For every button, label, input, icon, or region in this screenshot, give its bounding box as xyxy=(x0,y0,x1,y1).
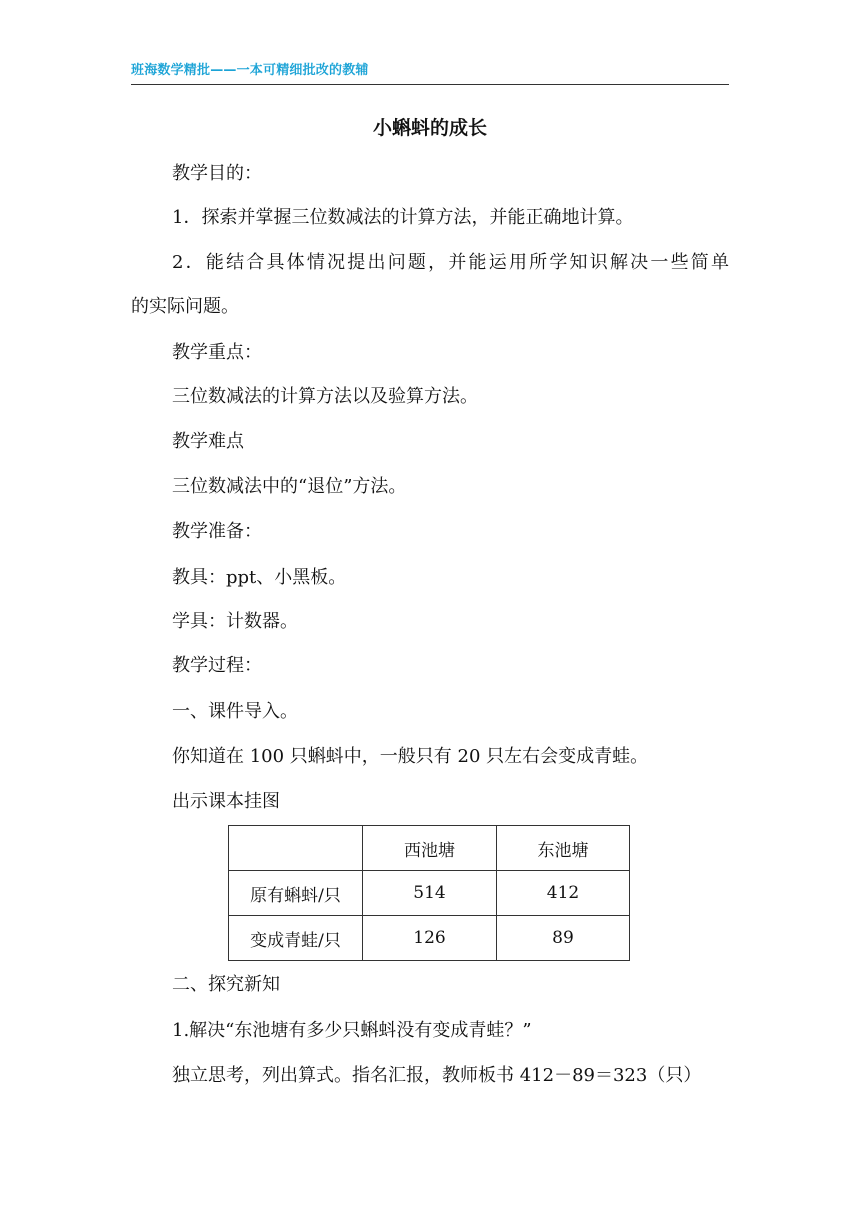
paragraph-line: 的实际问题。 xyxy=(131,296,239,317)
paragraph-line: 2．能结合具体情况提出问题，并能运用所学知识解决一些简单 xyxy=(172,252,729,273)
table-cell: 原有蝌蚪/只 xyxy=(229,871,363,916)
paragraph-line: 1．探索并掌握三位数减法的计算方法，并能正确地计算。 xyxy=(172,207,634,228)
table-cell: 126 xyxy=(363,916,497,961)
paragraph-line: 二、探究新知 xyxy=(172,974,280,995)
paragraph-line: 教学重点： xyxy=(172,342,262,363)
paragraph-line: 教学难点 xyxy=(172,431,244,452)
table-header-row xyxy=(229,826,630,871)
paragraph-line: 教学目的： xyxy=(172,163,262,184)
paragraph-line: 三位数减法的计算方法以及验算方法。 xyxy=(172,386,478,407)
table-row xyxy=(229,871,630,916)
table-header-cell: 东池塘 xyxy=(497,826,630,871)
paragraph-line: 一、课件导入。 xyxy=(172,701,298,722)
paragraph-line: 三位数减法中的“退位”方法。 xyxy=(172,476,407,497)
table-header-cell: 西池塘 xyxy=(363,826,497,871)
paragraph-line: 独立思考，列出算式。指名汇报，教师板书 412－89＝323（只） xyxy=(172,1065,702,1086)
table-header-cell xyxy=(229,826,363,871)
table-cell: 514 xyxy=(363,871,497,916)
table-cell: 412 xyxy=(497,871,630,916)
paragraph-line: 教学准备： xyxy=(172,521,262,542)
header-text: 班海数学精批——一本可精细批改的教辅 xyxy=(131,63,369,78)
document-title: 小蝌蚪的成长 xyxy=(372,117,487,139)
paragraph-line: 出示课本挂图 xyxy=(172,791,280,812)
tadpole-table xyxy=(228,825,630,961)
table-cell: 变成青蛙/只 xyxy=(229,916,363,961)
paragraph-line: 你知道在 100 只蝌蚪中，一般只有 20 只左右会变成青蛙。 xyxy=(172,746,649,767)
table-row xyxy=(229,916,630,961)
table-cell: 89 xyxy=(497,916,630,961)
paragraph-line: 教具：ppt、小黑板。 xyxy=(172,567,347,588)
paragraph-line: 学具：计数器。 xyxy=(172,611,298,632)
paragraph-line: 教学过程： xyxy=(172,655,262,676)
page-header xyxy=(131,62,729,85)
paragraph-line: 1.解决“东池塘有多少只蝌蚪没有变成青蛙？” xyxy=(172,1020,532,1041)
